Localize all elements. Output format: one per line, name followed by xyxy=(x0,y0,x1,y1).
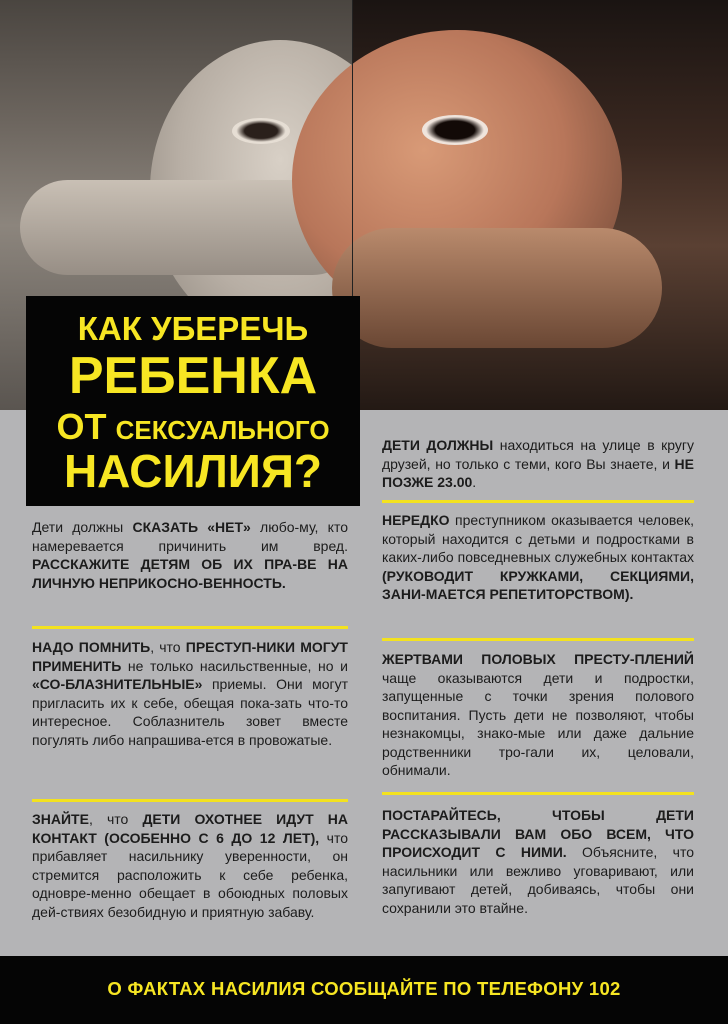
text: что прибавляет насильнику уверенности, он стремится расположить к себе ребенка, одновре-менно обещает в обоюдных половых дей-ствиях безобидную и приятную забаву. xyxy=(32,829,349,920)
title-line-1: КАК УБЕРЕЧЬ xyxy=(77,310,309,347)
left-paragraph-1 xyxy=(32,518,348,592)
emphasis: НЕ ПОЗЖЕ 23.00 xyxy=(382,455,694,490)
title-box xyxy=(26,296,360,506)
right-paragraph-1 xyxy=(382,436,694,492)
right-paragraph-4 xyxy=(382,806,694,917)
emphasis: ЗНАЙТЕ xyxy=(32,811,89,827)
left-paragraph-3 xyxy=(32,810,348,921)
text: . xyxy=(472,474,477,490)
separator xyxy=(382,792,694,795)
text: не только насильственные, но и xyxy=(121,657,348,674)
left-paragraph-2 xyxy=(32,638,348,749)
emphasis: «СО-БЛАЗНИТЕЛЬНЫЕ» xyxy=(32,676,203,692)
title-line-3b: СЕКСУАЛЬНОГО xyxy=(115,415,330,445)
text: находиться на улице в кругу друзей, но только с теми, кого Вы знаете, и xyxy=(382,437,694,472)
text: , что xyxy=(88,811,143,827)
photo-right-half xyxy=(352,0,728,410)
text: приемы. Они могут пригласить их к себе, обещая пока-зать что-то интересное. Соблазнитель зовет вместе погулять либо напрашива-ется в провожатые. xyxy=(32,676,348,748)
separator xyxy=(32,799,348,802)
separator xyxy=(382,638,694,641)
emphasis: ДЕТИ ДОЛЖНЫ xyxy=(382,437,494,453)
text: любо-му, кто намеревается причинить им вред. xyxy=(32,519,348,554)
title-line-3a: ОТ xyxy=(56,406,107,447)
emphasis: СКАЗАТЬ «НЕТ» xyxy=(132,519,251,535)
separator xyxy=(382,500,694,503)
emphasis: РАССКАЖИТЕ ДЕТЯМ ОБ ИХ ПРА-ВЕ НА ЛИЧНУЮ НЕПРИКОСНО-ВЕННОСТЬ. xyxy=(32,556,348,591)
text: преступником оказывается человек, который находится с детьми и подростками в каких-либо повседневных служебных контактах xyxy=(382,512,694,565)
emphasis: ЖЕРТВАМИ ПОЛОВЫХ ПРЕСТУ-ПЛЕНИЙ xyxy=(382,651,694,667)
emphasis: ПРЕСТУП-НИКИ МОГУТ ПРИМЕНИТЬ xyxy=(32,639,348,674)
emphasis: НАДО ПОМНИТЬ xyxy=(32,639,151,655)
title-line-2: РЕБЕНКА xyxy=(68,347,318,405)
separator xyxy=(32,626,348,629)
text: чаще оказываются дети и подростки, запущенные с точки зрения полового воспитания. Пусть дети не позволяют, чтобы незнакомцы, знако-мые или даже дальние родственники тро-гали их, целовали, обнимали. xyxy=(382,669,694,778)
title-line-4: НАСИЛИЯ? xyxy=(63,445,323,497)
title-line-3 xyxy=(26,406,360,448)
emphasis: (РУКОВОДИТ КРУЖКАМИ, СЕКЦИЯМИ, ЗАНИ-МАЕТСЯ РЕПЕТИТОРСТВОМ). xyxy=(382,567,694,602)
text: Дети должны xyxy=(32,519,133,535)
right-paragraph-3 xyxy=(382,650,694,780)
emphasis: ПОСТАРАЙТЕСЬ, ЧТОБЫ ДЕТИ РАССКАЗЫВАЛИ ВАМ ОБО ВСЕМ, ЧТО ПРОИСХОДИТ С НИМИ. xyxy=(382,807,694,860)
footer-text: О ФАКТАХ НАСИЛИЯ СООБЩАЙТЕ ПО ТЕЛЕФОНУ 102 xyxy=(107,978,621,999)
text: Объясните, что насильники или вежливо уговаривают, или запугивают детей, добиваясь, чтобы они сохранили это втайне. xyxy=(382,844,694,916)
emphasis: НЕРЕДКО xyxy=(382,512,450,528)
right-paragraph-2 xyxy=(382,511,694,604)
text: , что xyxy=(150,639,186,655)
emphasis: ДЕТИ ОХОТНЕЕ ИДУТ НА КОНТАКТ (ОСОБЕННО С 6 ДО 12 ЛЕТ), xyxy=(32,811,348,846)
footer-banner xyxy=(0,956,728,1024)
